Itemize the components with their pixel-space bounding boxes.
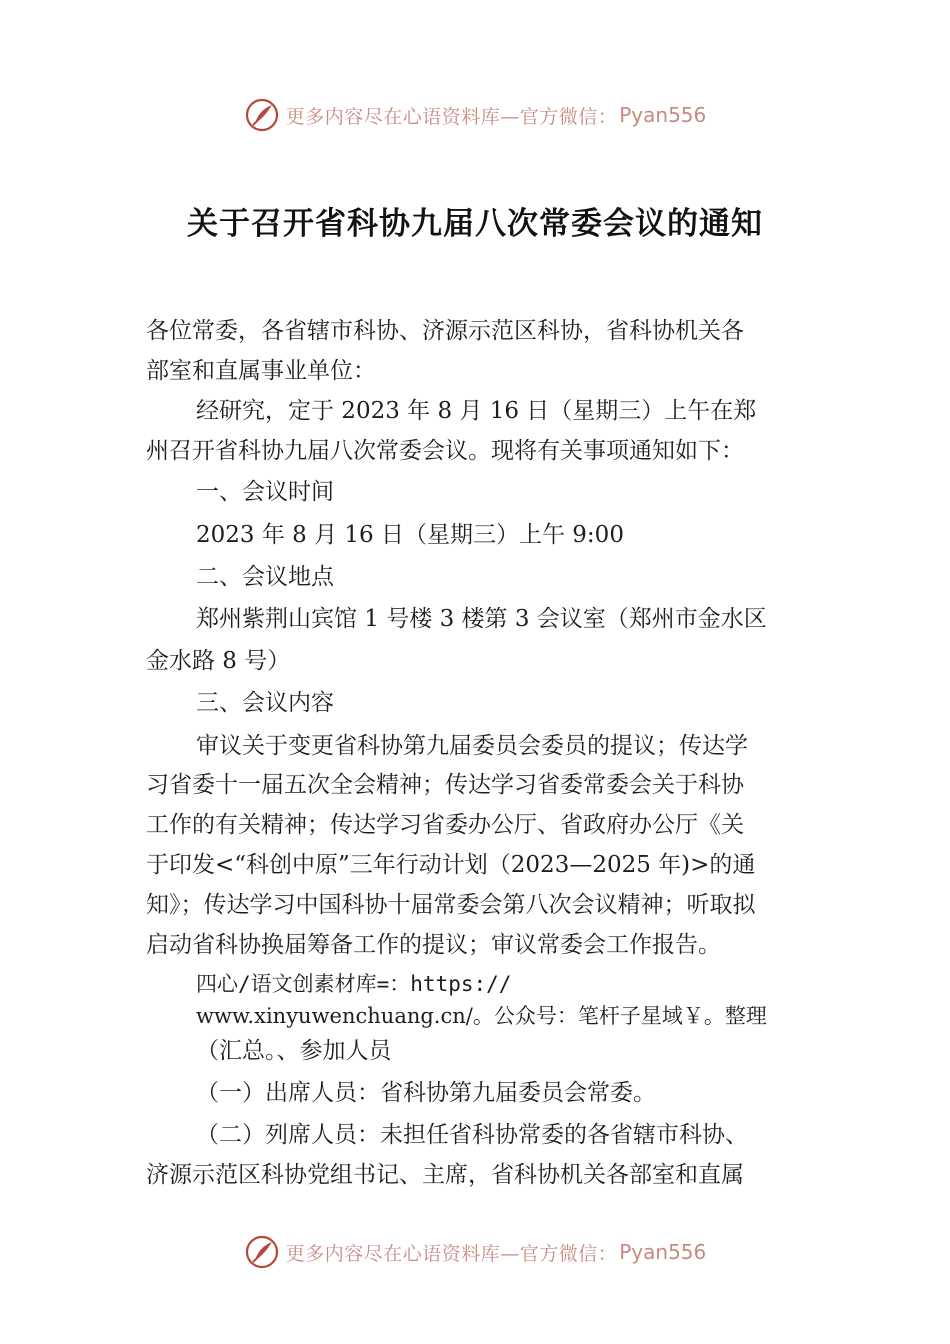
section-heading: 二、会议地点	[196, 564, 334, 590]
watermark-wechat-id: Pyan556	[619, 1240, 707, 1264]
watermark-text: 更多内容尽在心语资料库—官方微信：	[285, 1242, 618, 1265]
body-line: （二）列席人员：未担任省科协常委的各省辖市科协、	[196, 1122, 748, 1148]
quill-logo-icon	[244, 97, 280, 133]
watermark-footer	[0, 1232, 950, 1272]
body-line: 审议关于变更省科协第九届委员会委员的提议；传达学	[196, 733, 748, 759]
body-line: www.xinyuwenchuang.cn/。公众号：笔杆子星域￥。整理	[196, 1004, 767, 1028]
body-line: 州召开省科协九届八次常委会议。现将有关事项通知如下：	[146, 438, 744, 464]
watermark-header	[0, 95, 950, 135]
watermark-wechat-id: Pyan556	[619, 103, 707, 127]
section-heading: 一、会议时间	[196, 479, 334, 505]
body-line: 郑州紫荆山宾馆 1 号楼 3 楼第 3 会议室（郑州市金水区	[196, 606, 767, 632]
section-heading: 三、会议内容	[196, 690, 334, 716]
body-line: 金水路 8 号）	[146, 648, 291, 674]
body-line: 习省委十一届五次全会精神；传达学习省委常委会关于科协	[146, 772, 744, 798]
body-line: 经研究，定于 2023 年 8 月 16 日（星期三）上午在郑	[196, 398, 757, 424]
body-line: （一）出席人员：省科协第九届委员会常委。	[196, 1080, 656, 1106]
body-line: 工作的有关精神；传达学习省委办公厅、省政府办公厅《关	[146, 812, 744, 838]
body-line: （汇总。、参加人员	[196, 1038, 392, 1064]
body-line: 济源示范区科协党组书记、主席，省科协机关各部室和直属	[146, 1162, 744, 1188]
watermark-text: 更多内容尽在心语资料库—官方微信：	[285, 105, 618, 128]
quill-logo-icon	[244, 1234, 280, 1270]
body-line: 四心/语文创素材库=：https://	[196, 972, 512, 996]
body-line: 启动省科协换届筹备工作的提议；审议常委会工作报告。	[146, 932, 721, 958]
document-title: 关于召开省科协九届八次常委会议的通知	[187, 206, 763, 242]
body-line: 各位常委，各省辖市科协、济源示范区科协，省科协机关各	[146, 318, 744, 344]
body-line: 部室和直属事业单位：	[146, 358, 376, 384]
body-line: 于印发<“科创中原”三年行动计划（2023—2025 年)>的通	[146, 852, 756, 878]
body-line: 2023 年 8 月 16 日（星期三）上午 9:00	[196, 522, 624, 548]
body-line: 知》；传达学习中国科协十届常委会第八次会议精神；听取拟	[146, 892, 756, 918]
